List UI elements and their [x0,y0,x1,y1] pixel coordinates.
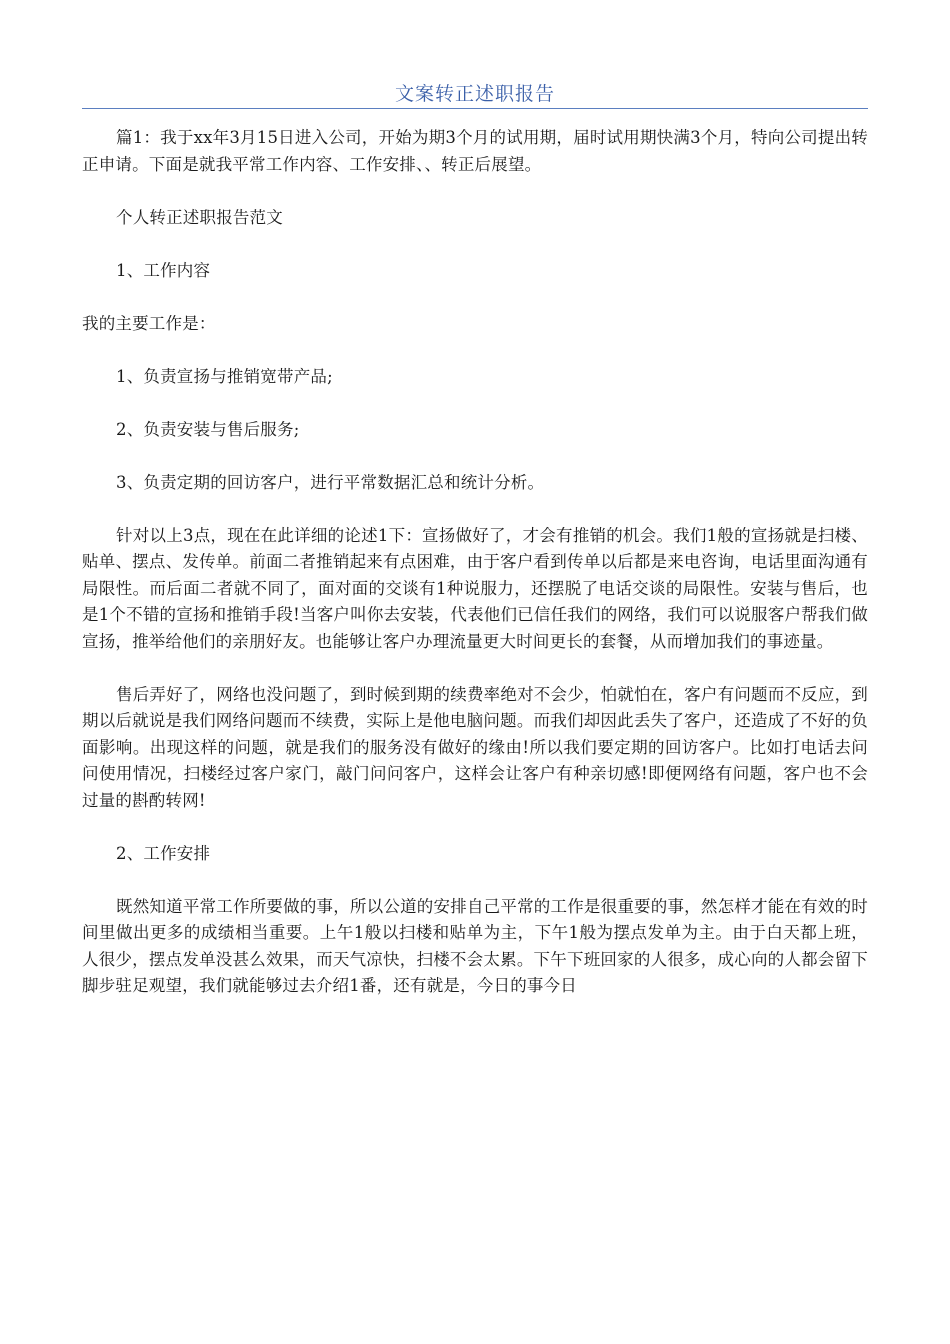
list-item-duty-3: 3、负责定期的回访客户，进行平常数据汇总和统计分析。 [116,472,545,492]
paragraph-intro: 篇1：我于xx年3月15日进入公司，开始为期3个月的试用期，届时试用期快满3个月，特向公司提出转正申请。下面是就我平常工作内容、工作安排、、转正后展望。 [82,128,868,174]
list-item-duty-2: 2、负责安装与售后服务; [116,419,300,439]
paragraph-arrangement: 既然知道平常工作所要做的事，所以公道的安排自己平常的工作是很重要的事，然怎样才能在有效的时间里做出更多的成绩相当重要。上午1般以扫楼和贴单为主，下午1般为摆点发单为主。由于白天都上班，人很少，摆点发单没甚么效果，而天气凉快，扫楼不会太累。下午下班回家的人很多，成心向的人都会留下脚步驻足观望，我们就能够过去介绍1番，还有就是，今日的事今日 [82,896,868,995]
paragraph-detail-2: 售后弄好了，网络也没问题了，到时候到期的续费率绝对不会少，怕就怕在，客户有问题而不反应，到期以后就说是我们网络问题而不续费，实际上是他电脑问题。而我们却因此丢失了客户，还造成了不好的负面影响。出现这样的问题，就是我们的服务没有做好的缘由!所以我们要定期的回访客户。比如打电话去问问使用情况，扫楼经过客户家门，敲门问问客户，这样会让客户有种亲切感!即便网络有问题，客户也不会过量的斟酌转网! [82,684,868,810]
section-heading-work-content: 1、工作内容 [116,260,211,280]
document-page [82,0,868,1000]
paragraph-subtitle: 个人转正述职报告范文 [116,207,283,227]
title-divider [82,108,868,109]
document-body [82,125,868,1000]
list-item-duty-1: 1、负责宣扬与推销宽带产品; [116,366,333,386]
document-title: 文案转正述职报告 [394,83,555,105]
paragraph-main-duties: 我的主要工作是： [82,313,216,333]
section-heading-work-arrangement: 2、工作安排 [116,843,211,863]
paragraph-detail-1: 针对以上3点，现在在此详细的论述1下：宣扬做好了，才会有推销的机会。我们1般的宣扬就是扫楼、贴单、摆点、发传单。前面二者推销起来有点困难，由于客户看到传单以后都是来电咨询，电话里面沟通有局限性。而后面二者就不同了，面对面的交谈有1种说服力，还摆脱了电话交谈的局限性。安装与售后，也是1个不错的宣扬和推销手段!当客户叫你去安装，代表他们已信任我们的网络，我们可以说服客户帮我们做宣扬，推举给他们的亲朋好友。也能够让客户办理流量更大时间更长的套餐，从而增加我们的事迹量。 [82,525,868,651]
